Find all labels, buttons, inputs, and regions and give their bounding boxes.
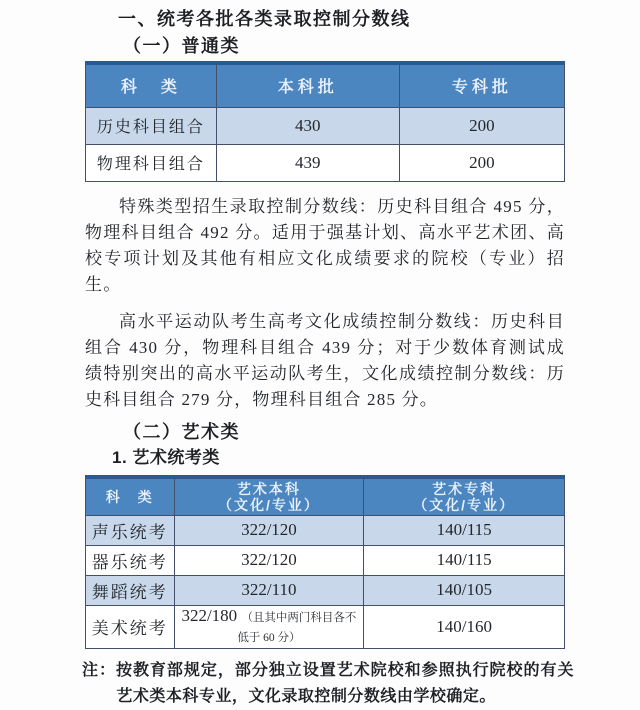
- art-scores-table: [85, 475, 565, 649]
- col-header-art-zhuanke-line2: （文化/专业）: [413, 496, 516, 513]
- table-row-physics: [86, 144, 565, 181]
- note-text: 按教育部规定，部分独立设置艺术院校和参照执行院校的有关艺术类本科专业，文化录取控制分数线由学校确定。: [115, 661, 574, 705]
- general-scores-table: [85, 61, 565, 182]
- section-art: [85, 421, 565, 649]
- section-art-heading: （二）艺术类: [123, 421, 240, 442]
- col-header-category: 科 类: [86, 63, 217, 107]
- benke-cell: 439: [216, 144, 399, 181]
- col-header-art-zhuanke-line1: 艺术专科: [432, 480, 497, 497]
- section-general-heading: （一）普通类: [123, 36, 240, 56]
- benke-score: 322/180: [181, 605, 238, 625]
- section-general: [85, 35, 565, 413]
- art-table-header: [86, 477, 565, 516]
- paragraph-special-type: 特殊类型招生录取控制分数线：历史科目组合 495 分，物理科目组合 492 分。适用于强基计划、高水平艺术团、高校专项计划及其他有相应文化成绩要求的院校（专业）招生。: [85, 196, 565, 294]
- section-art-subheading: 1. 艺术统考类: [112, 447, 220, 467]
- category-cell: 物理科目组合: [86, 144, 217, 181]
- note: [82, 658, 574, 710]
- col-header-art-benke-line1: 艺术本科: [236, 480, 301, 497]
- category-cell: 声乐统考: [86, 515, 175, 545]
- category-cell: 美术统考: [86, 605, 175, 648]
- table-row-dance: [86, 575, 565, 605]
- col-header-zhuanke: 专科批: [399, 63, 564, 107]
- table-row-history: [86, 107, 565, 144]
- table-row-fine-arts: [86, 605, 565, 648]
- paragraph-sports-team: 高水平运动队考生高考文化成绩控制分数线：历史科目组合 430 分，物理科目组合 439 分；对于少数体育测试成绩特别突出的高水平运动队考生，文化成绩控制分数线：历史科目组合 279 分，物理科目组合 285 分。: [85, 311, 565, 409]
- category-cell: 历史科目组合: [86, 107, 217, 144]
- note-label: 注：: [82, 661, 116, 679]
- page-title: 一、统考各批各类录取控制分数线: [118, 9, 411, 29]
- col-header-art-benke: [174, 477, 364, 516]
- table-row-vocal: [86, 515, 565, 545]
- zhuanke-cell: 200: [399, 107, 564, 144]
- zhuanke-cell: 140/115: [364, 545, 565, 575]
- table-header-row: [86, 63, 565, 107]
- benke-cell: 322/120: [174, 515, 364, 545]
- zhuanke-cell: 140/105: [364, 575, 565, 605]
- general-table-header: [86, 63, 565, 107]
- benke-cell: 430: [216, 107, 399, 144]
- category-cell: 舞蹈统考: [86, 575, 175, 605]
- zhuanke-cell: 140/115: [364, 515, 565, 545]
- zhuanke-cell: 200: [399, 144, 564, 181]
- col-header-category: 科 类: [86, 477, 175, 516]
- col-header-art-benke-line2: （文化/专业）: [218, 496, 320, 513]
- zhuanke-cell: 140/160: [364, 605, 565, 648]
- col-header-art-zhuanke: [364, 477, 565, 516]
- benke-score-condition: （且其中两门科目各不低于 60 分）: [237, 611, 357, 644]
- col-header-benke: 本科批: [216, 63, 399, 107]
- table-header-row: [86, 477, 565, 516]
- benke-cell: [174, 605, 364, 648]
- table-row-instrumental: [86, 545, 565, 575]
- category-cell: 器乐统考: [86, 545, 175, 575]
- benke-cell: 322/120: [174, 545, 364, 575]
- benke-cell: 322/110: [174, 575, 364, 605]
